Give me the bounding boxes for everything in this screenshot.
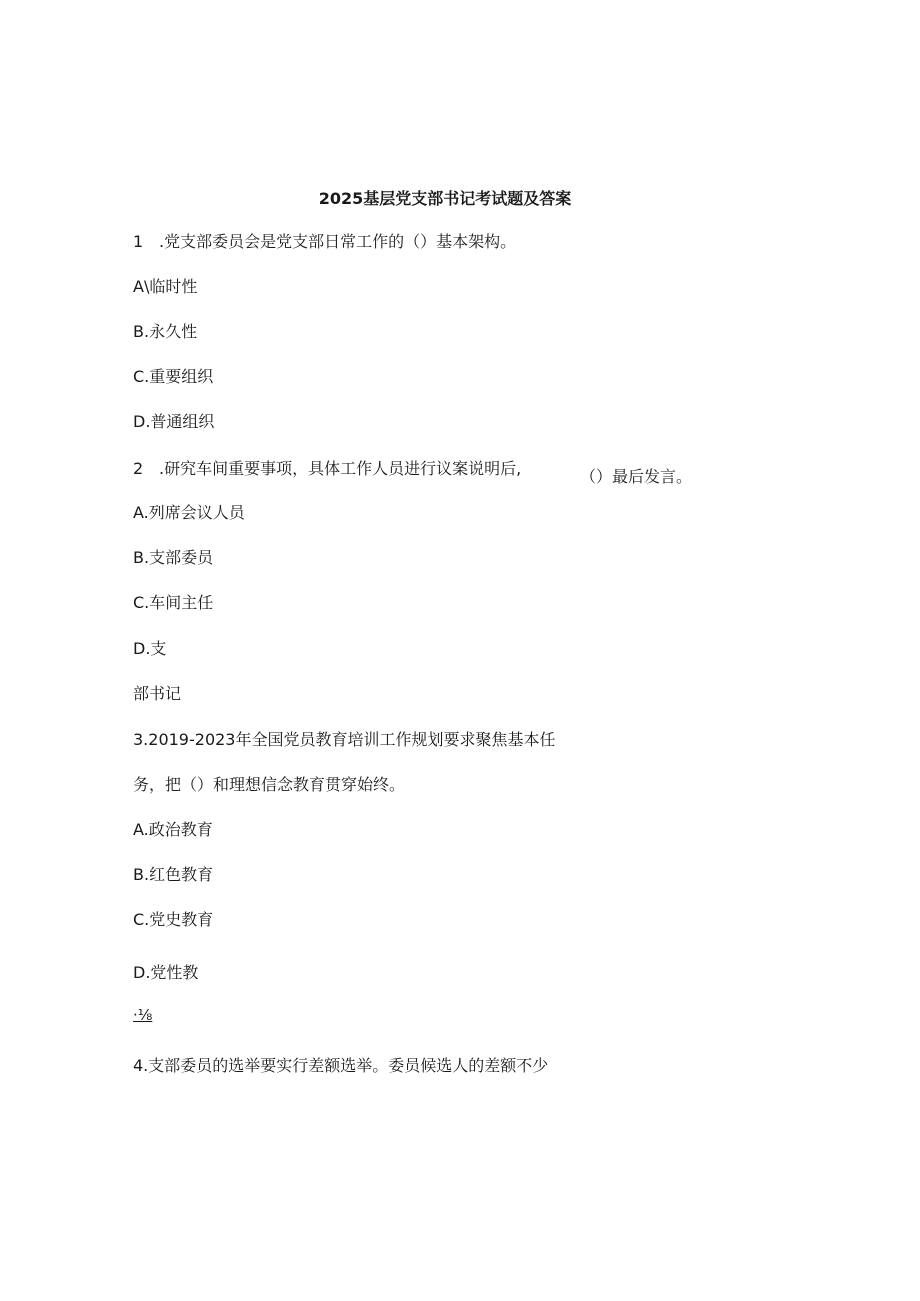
question-1-stem-line <box>133 231 516 253</box>
question-3-option-d: D.党性教 <box>133 963 199 982</box>
question-2-stem-line <box>133 458 521 480</box>
question-1-stem: .党支部委员会是党支部日常工作的（）基本架构。 <box>159 232 517 251</box>
question-3-option-a: A.政治教育 <box>133 820 213 839</box>
question-2-option-c: C.车间主任 <box>133 593 214 612</box>
question-2-option-d-continued: 部书记 <box>133 684 182 703</box>
document-title: 2025基层党支部书记考试题及答案 <box>318 189 572 208</box>
question-1-option-a: A\临时性 <box>133 277 198 296</box>
question-1-option-b: B.永久性 <box>133 322 198 341</box>
question-2-option-d: D.支 <box>133 639 167 658</box>
question-1-option-d: D.普通组织 <box>133 412 215 431</box>
question-1-option-c: C.重要组织 <box>133 367 214 386</box>
question-3-stem: 3.2019-2023年全国党员教育培训工作规划要求聚焦基本任 <box>133 730 556 749</box>
question-2-stem: .研究车间重要事项，具体工作人员进行议案说明后, <box>159 459 522 478</box>
fraction-fragment: ·⅛ <box>133 1006 153 1024</box>
question-1-number: 1 <box>133 232 144 251</box>
question-4-stem: 4.支部委员的选举要实行差额选举。委员候选人的差额不少 <box>133 1056 549 1075</box>
question-3-stem-continued: 务，把（）和理想信念教育贯穿始终。 <box>133 775 406 794</box>
question-2-option-a: A.列席会议人员 <box>133 503 245 522</box>
question-2-option-b: B.支部委员 <box>133 548 214 567</box>
question-2-stem-tail: （）最后发言。 <box>580 467 693 486</box>
question-2-number: 2 <box>133 459 144 478</box>
question-3-option-c: C.党史教育 <box>133 910 214 929</box>
question-3-option-d-continued <box>133 1004 152 1026</box>
question-3-option-b: B.红色教育 <box>133 865 214 884</box>
